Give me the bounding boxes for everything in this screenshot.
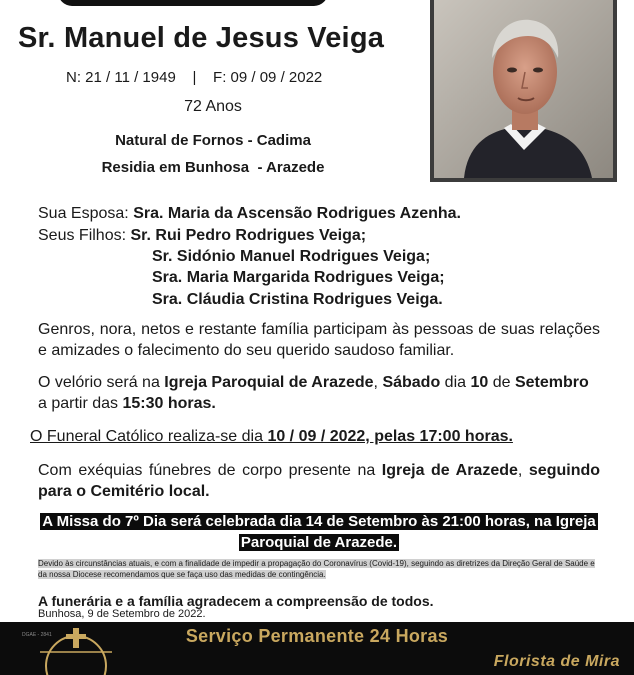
- family-announcement: Genros, nora, netos e restante família participam às pessoas de suas relações e amizades o falecimento do seu querido saudoso familiar.: [38, 321, 600, 359]
- dgae-license: DGAE - 2841: [22, 632, 52, 638]
- age: 72 Anos: [184, 98, 242, 115]
- birthplace: Natural de Fornos - Cadima: [115, 132, 311, 149]
- child-name: Sra. Maria Margarida Rodrigues Veiga;: [152, 269, 445, 286]
- children-line: [152, 248, 430, 266]
- seventh-day-mass: A Missa do 7º Dia será celebrada dia 14 de Setembro às 21:00 horas, na Igreja Paroquial de Arazede.: [42, 513, 596, 551]
- child-name: Sra. Cláudia Cristina Rodrigues Veiga.: [152, 291, 443, 308]
- portrait-photo-frame: [430, 0, 617, 182]
- exequies-info: Com exéquias fúnebres de corpo presente na Igreja de Arazede, seguindo para o Cemitério local.: [38, 462, 601, 500]
- thanks-message: A funerária e a família agradecem a compreensão de todos.: [38, 593, 434, 609]
- wake-info: O velório será na Igreja Paroquial de Arazede, Sábado dia 10 de Setembro a partir das 15:30 horas.: [38, 374, 589, 412]
- children-line: [152, 291, 443, 309]
- covid-notice: Devido às circunstâncias atuais, e com a finalidade de impedir a propagação do Coronavírus (Covid-19), seguindo as diretrizes da Direção Geral de Saúde e da nossa Diocese recomendamos que se faça uso das medidas de contingência.: [38, 559, 595, 579]
- place-date: Bunhosa, 9 de Setembro de 2022.: [38, 608, 206, 620]
- portrait-photo-illustration: [434, 0, 613, 178]
- children-label: Seus Filhos:: [38, 227, 127, 244]
- deceased-name: Sr. Manuel de Jesus Veiga: [18, 22, 385, 54]
- florist-name: Florista de Mira: [493, 653, 620, 670]
- child-name: Sr. Sidónio Manuel Rodrigues Veiga;: [152, 248, 431, 265]
- children-line: [38, 227, 366, 245]
- spouse-label: Sua Esposa:: [38, 205, 129, 222]
- residence: Residia em Bunhosa - Arazede: [101, 159, 325, 176]
- top-decorative-arc: [58, 0, 328, 6]
- children-line: [152, 269, 445, 287]
- permanent-service-banner: Serviço Permanente 24 Horas: [185, 626, 449, 646]
- portrait-photo: [434, 0, 613, 178]
- funeral-info: O Funeral Católico realiza-se dia 10 / 09 / 2022, pelas 17:00 horas.: [30, 428, 513, 445]
- child-name: Sr. Rui Pedro Rodrigues Veiga;: [130, 227, 367, 244]
- spouse-line: [38, 205, 461, 223]
- spouse-name: Sra. Maria da Ascensão Rodrigues Azenha.: [133, 205, 461, 222]
- birth-death-dates: N: 21 / 11 / 1949 | F: 09 / 09 / 2022: [66, 69, 323, 86]
